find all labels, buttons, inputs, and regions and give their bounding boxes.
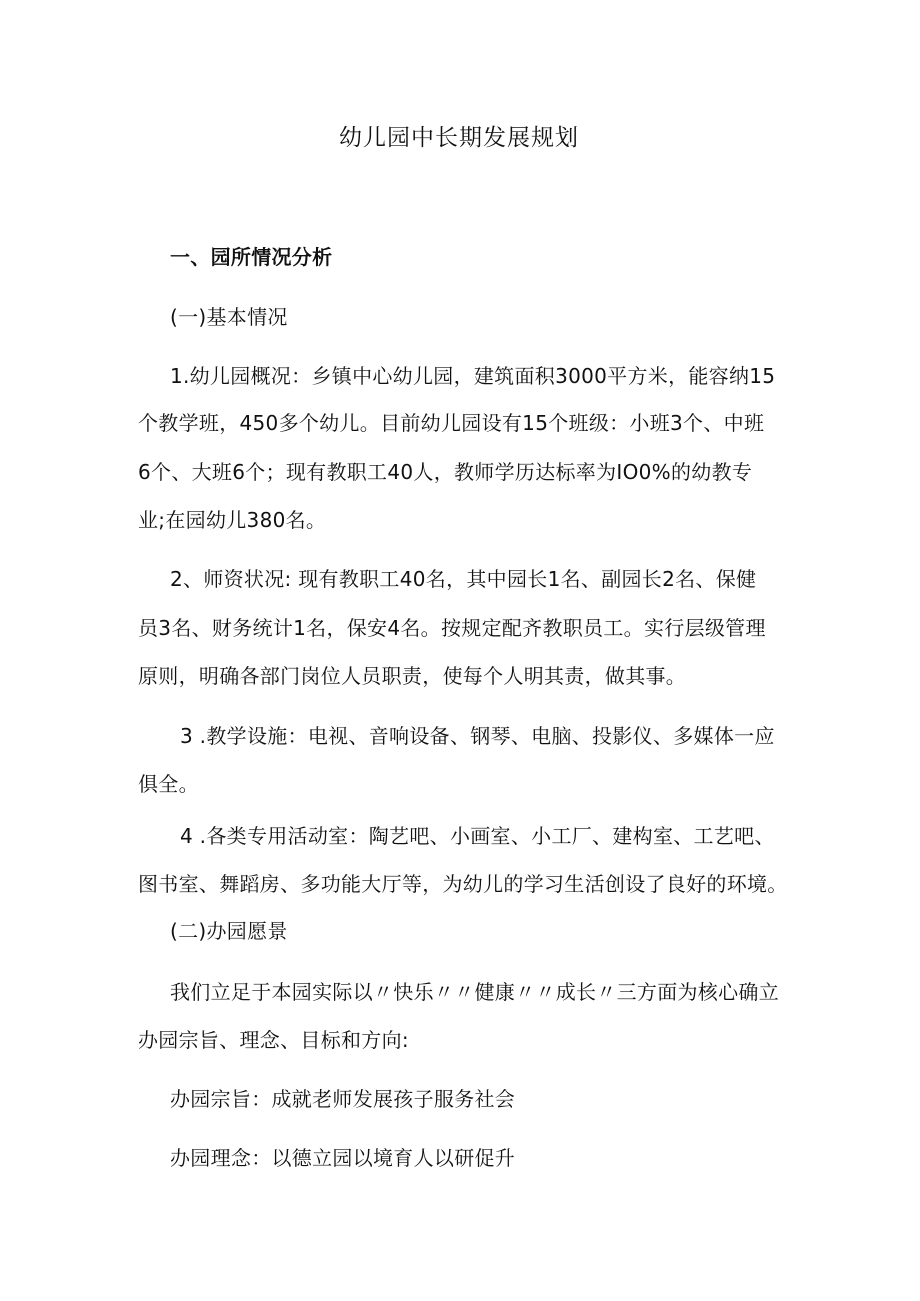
paragraph-line: 原则，明确各部门岗位人员职责，使每个人明其责，做其事。: [138, 664, 687, 688]
purpose-line: 办园宗旨：成就老师发展孩子服务社会: [170, 1087, 516, 1111]
paragraph-line: 3 .教学设施：电视、音响设备、钢琴、电脑、投影仪、多媒体一应: [180, 724, 775, 748]
paragraph-line: 个教学班，450多个幼儿。目前幼儿园设有15个班级：小班3个、中班: [138, 411, 765, 435]
paragraph-line: 4 .各类专用活动室：陶艺吧、小画室、小工厂、建构室、工艺吧、: [180, 824, 775, 848]
philosophy-line: 办园理念：以德立园以境育人以研促升: [170, 1146, 516, 1170]
paragraph-line: 我们立足于本园实际以〃快乐〃〃健康〃〃成长〃三方面为核心确立: [170, 980, 779, 1004]
paragraph-line: 办园宗旨、理念、目标和方向:: [138, 1028, 409, 1052]
paragraph-line: 业;在园幼儿380名。: [138, 508, 327, 532]
paragraph-line: 1.幼儿园概况：乡镇中心幼儿园，建筑面积3000平方米，能容纳15: [170, 364, 776, 388]
paragraph-line: 俱全。: [138, 772, 199, 796]
paragraph-line: 2、师资状况: 现有教职工40名，其中园长1名、副园长2名、保健: [170, 567, 757, 591]
paragraph-line: 员3名、财务统计1名，保安4名。按规定配齐教职员工。实行层级管理: [138, 616, 766, 640]
subsection-heading-vision: (二)办园愿景: [170, 919, 288, 943]
paragraph-line: 图书室、舞蹈房、多功能大厅等，为幼儿的学习生活创设了良好的环境。: [138, 872, 788, 896]
section-heading-analysis: 一、园所情况分析: [170, 245, 333, 269]
subsection-heading-basic: (一)基本情况: [170, 305, 288, 329]
document-title: 幼儿园中长期发展规划: [339, 125, 579, 151]
paragraph-line: 6个、大班6个；现有教职工40人，教师学历达标率为IO0%的幼教专: [138, 460, 753, 484]
